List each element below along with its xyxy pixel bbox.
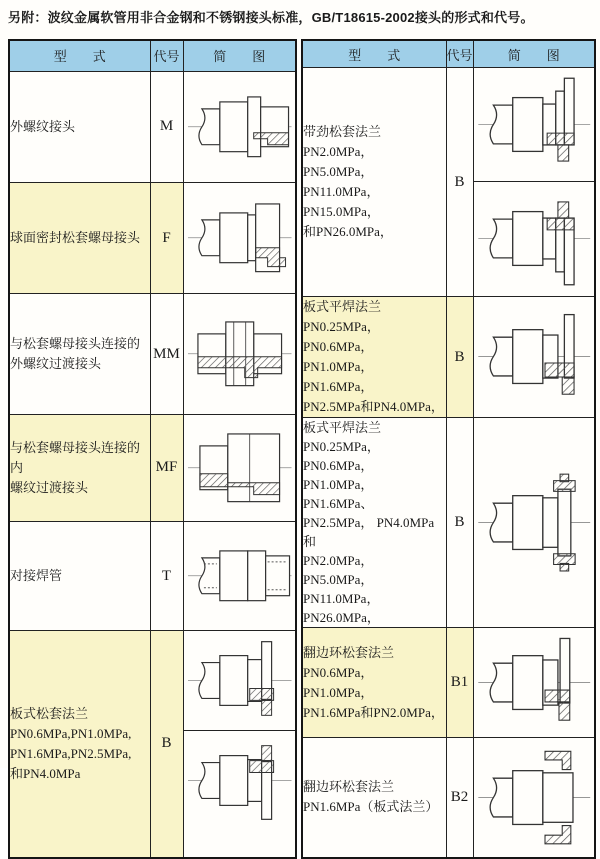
header-code: 代号 bbox=[446, 40, 473, 68]
necked-loose-flange-bolt-down-diagram bbox=[474, 68, 595, 181]
female-thread-transition-joint-diagram bbox=[184, 421, 296, 515]
table-row bbox=[302, 628, 595, 738]
header-diagram: 简 图 bbox=[473, 40, 595, 68]
table-header-row bbox=[9, 40, 296, 71]
header-type: 型 式 bbox=[9, 40, 150, 71]
diagram-cell bbox=[183, 183, 296, 294]
code-cell: B bbox=[446, 418, 473, 628]
code-cell: F bbox=[150, 183, 183, 294]
table-row bbox=[302, 418, 595, 628]
type-cell: 与松套螺母接头连接的内 螺纹过渡接头 bbox=[9, 415, 150, 522]
plate-loose-flange-bolt-up-diagram bbox=[184, 731, 296, 830]
code-cell: M bbox=[150, 71, 183, 183]
male-threaded-joint-diagram bbox=[184, 80, 296, 174]
diagram-subcell bbox=[474, 68, 595, 182]
diagram-cell bbox=[183, 415, 296, 522]
code-cell: B2 bbox=[446, 738, 473, 858]
flared-ring-loose-flange-plate-diagram bbox=[474, 747, 595, 848]
male-thread-transition-joint-diagram bbox=[184, 307, 296, 401]
type-cell: 球面密封松套螺母接头 bbox=[9, 183, 150, 294]
header-diagram: 简 图 bbox=[183, 40, 296, 71]
table-row bbox=[302, 738, 595, 858]
diagram-cell bbox=[473, 297, 595, 418]
plate-flat-weld-flange-2-diagram bbox=[474, 472, 595, 573]
diagram-subcell bbox=[184, 731, 296, 830]
table-row bbox=[9, 294, 296, 415]
type-cell: 与松套螺母接头连接的 外螺纹过渡接头 bbox=[9, 294, 150, 415]
code-cell: T bbox=[150, 521, 183, 631]
table-row bbox=[9, 71, 296, 183]
diagram-cell bbox=[183, 521, 296, 631]
fitting-table-left bbox=[8, 39, 297, 859]
fitting-table-right bbox=[301, 39, 596, 859]
code-cell: B bbox=[446, 297, 473, 418]
table-row bbox=[9, 521, 296, 631]
butt-weld-pipe-diagram bbox=[184, 529, 296, 623]
diagram-cell bbox=[183, 71, 296, 183]
diagram-cell bbox=[473, 628, 595, 738]
table-row bbox=[9, 631, 296, 858]
table-row bbox=[302, 297, 595, 418]
diagram-cell bbox=[473, 418, 595, 628]
type-cell: 对接焊管 bbox=[9, 521, 150, 631]
diagram-cell bbox=[473, 738, 595, 858]
diagram-cell bbox=[183, 294, 296, 415]
tables-container bbox=[8, 39, 600, 859]
type-cell: 外螺纹接头 bbox=[9, 71, 150, 183]
diagram-cell bbox=[183, 631, 296, 858]
flared-ring-loose-flange-diagram bbox=[474, 632, 595, 733]
plate-flat-weld-flange-diagram bbox=[474, 306, 595, 407]
header-code: 代号 bbox=[150, 40, 183, 71]
type-cell: 翻边环松套法兰 PN1.6MPa（板式法兰） bbox=[302, 738, 446, 858]
type-cell: 板式平焊法兰 PN0.25MPa， PN0.6MPa， PN1.0MPa， PN1.6MPa， PN2.5MPa和PN4.0MPa， bbox=[302, 297, 446, 418]
spherical-seal-loose-nut-joint-diagram bbox=[184, 191, 296, 285]
code-cell: MF bbox=[150, 415, 183, 522]
code-cell: MM bbox=[150, 294, 183, 415]
code-cell: B1 bbox=[446, 628, 473, 738]
table-row bbox=[9, 183, 296, 294]
table-row bbox=[9, 415, 296, 522]
table-header-row bbox=[302, 40, 595, 68]
diagram-subcell bbox=[474, 182, 595, 295]
header-type: 型 式 bbox=[302, 40, 446, 68]
type-cell: 翻边环松套法兰 PN0.6MPa， PN1.0MPa， PN1.6MPa和PN2.0MPa， bbox=[302, 628, 446, 738]
necked-loose-flange-bolt-up-diagram bbox=[474, 182, 595, 295]
diagram-subcell bbox=[184, 631, 296, 731]
type-cell: 板式平焊法兰 PN0.25MPa， PN0.6MPa， PN1.0MPa， PN1.6MPa、 PN2.5MPa， PN4.0MPa和 PN2.0MPa， PN5.0MPa， PN11.0MPa， PN26.0MPa， bbox=[302, 418, 446, 628]
type-cell: 带劲松套法兰 PN2.0MPa， PN5.0MPa， PN11.0MPa， PN15.0MPa， 和PN26.0MPa， bbox=[302, 68, 446, 297]
code-cell: B bbox=[446, 68, 473, 297]
type-cell: 板式松套法兰 PN0.6MPa,PN1.0MPa, PN1.6MPa,PN2.5MPa, 和PN4.0MPa bbox=[9, 631, 150, 858]
page-title: 另附：波纹金属软管用非合金钢和不锈钢接头标准，GB/T18615-2002接头的形式和代号。 bbox=[8, 10, 534, 25]
diagram-cell bbox=[473, 68, 595, 297]
plate-loose-flange-bolt-down-diagram bbox=[184, 631, 296, 730]
code-cell: B bbox=[150, 631, 183, 858]
table-row bbox=[302, 68, 595, 297]
